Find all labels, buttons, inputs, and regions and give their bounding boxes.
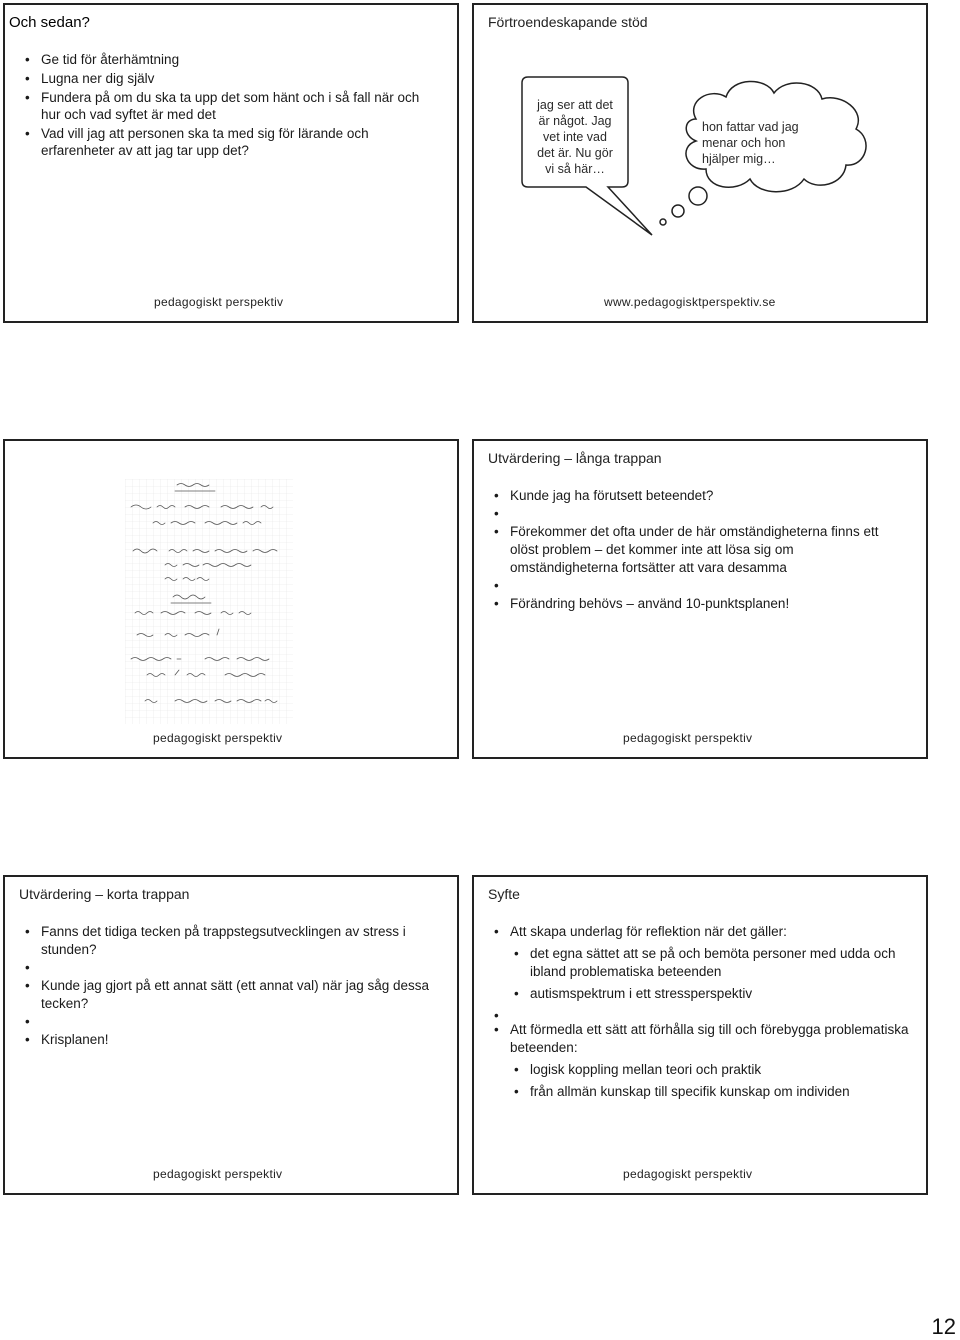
sub-list-item: • från allmän kunskap till specifik kunskap om individen (510, 1083, 910, 1101)
slide-title: Och sedan? (9, 14, 90, 31)
sub-list (510, 945, 910, 1003)
page-number: 12 (931, 1314, 956, 1339)
bubble-line: hjälper mig… (702, 152, 776, 166)
list-item: • Kunde jag ha förutsett beteendet? (490, 487, 900, 505)
bubble-line: vi så här… (545, 162, 605, 176)
slide-syfte (472, 875, 928, 1195)
speech-bubble-text (522, 97, 628, 177)
list-item (490, 923, 910, 1003)
list-item: • Fundera på om du ska ta upp det som hänt och i så fall när och hur och vad syftet är med det (21, 89, 441, 123)
bullet-list (21, 51, 441, 161)
slide-och-sedan (3, 3, 459, 323)
slide-title: Förtroendeskapande stöd (488, 14, 648, 30)
spacer (21, 1013, 431, 1031)
bubble-line: det är. Nu gör (537, 146, 613, 160)
list-item: • Förekommer det ofta under de här omständigheterna finns ett olöst problem – det kommer inte att lösa sig om omständigheterna fortsätter att vara desamma (490, 523, 900, 577)
list-item: • Krisplanen! (21, 1031, 431, 1049)
slide-title: Utvärdering – långa trappan (488, 450, 662, 466)
spacer (490, 577, 900, 595)
thought-dot-large (689, 187, 707, 205)
bubble-line: menar och hon (702, 136, 786, 150)
sub-list-item: • det egna sättet att se på och bemöta personer med udda och ibland problematiska beteenden (510, 945, 910, 981)
list-item (490, 1021, 910, 1101)
bullet-list (490, 923, 910, 1105)
sub-list-item: • logisk koppling mellan teori och praktik (510, 1061, 910, 1079)
list-item: • Kunde jag gjort på ett annat sätt (ett annat val) när jag såg dessa tecken? (21, 977, 431, 1013)
bubble-line: hon fattar vad jag (702, 120, 799, 134)
slide-footer: pedagogiskt perspektiv (153, 731, 283, 745)
slide-footer: pedagogiskt perspektiv (623, 731, 753, 745)
slide-footer: pedagogiskt perspektiv (153, 1167, 283, 1181)
bubble-line: jag ser att det (537, 98, 613, 112)
list-item: • Lugna ner dig själv (21, 70, 441, 87)
list-item-text: Att förmedla ett sätt att förhålla sig till och förebygga problematiska beteenden: (510, 1022, 909, 1055)
bullet-list (490, 487, 900, 613)
spacer (21, 959, 431, 977)
spacer (490, 1007, 910, 1021)
sub-list (510, 1061, 910, 1101)
bubble-line: vet inte vad (543, 130, 607, 144)
list-item: • Vad vill jag att personen ska ta med sig för lärande och erfarenheter av att jag tar upp det? (21, 125, 441, 159)
spacer (490, 505, 900, 523)
list-item: • Ge tid för återhämtning (21, 51, 441, 68)
list-item-text: Att skapa underlag för reflektion när det gäller: (510, 924, 787, 939)
slide-title: Syfte (488, 886, 520, 902)
bullet-list (21, 923, 431, 1049)
thought-dot-medium (672, 205, 684, 217)
handwritten-notes-image (125, 479, 293, 724)
slide-utvardering-korta-trappan (3, 875, 459, 1195)
slide-utvardering-langa-trappan (472, 439, 928, 759)
list-item: • Förändring behövs – använd 10-punktsplanen! (490, 595, 900, 613)
slide-title: Utvärdering – korta trappan (19, 886, 190, 902)
thought-bubble-text (702, 119, 852, 167)
footer-url: www.pedagogisktperspektiv.se (604, 295, 776, 309)
thought-dot-small (660, 219, 666, 225)
slide-footer: pedagogiskt perspektiv (623, 1167, 753, 1181)
slide-handwritten-notes (3, 439, 459, 759)
bubble-line: är något. Jag (538, 114, 612, 128)
list-item: • Fanns det tidiga tecken på trappstegsutvecklingen av stress i stunden? (21, 923, 431, 959)
footer-left: pedagogiskt perspektiv (154, 295, 284, 309)
sub-list-item: • autismspektrum i ett stressperspektiv (510, 985, 910, 1003)
grid-paper (125, 479, 293, 724)
